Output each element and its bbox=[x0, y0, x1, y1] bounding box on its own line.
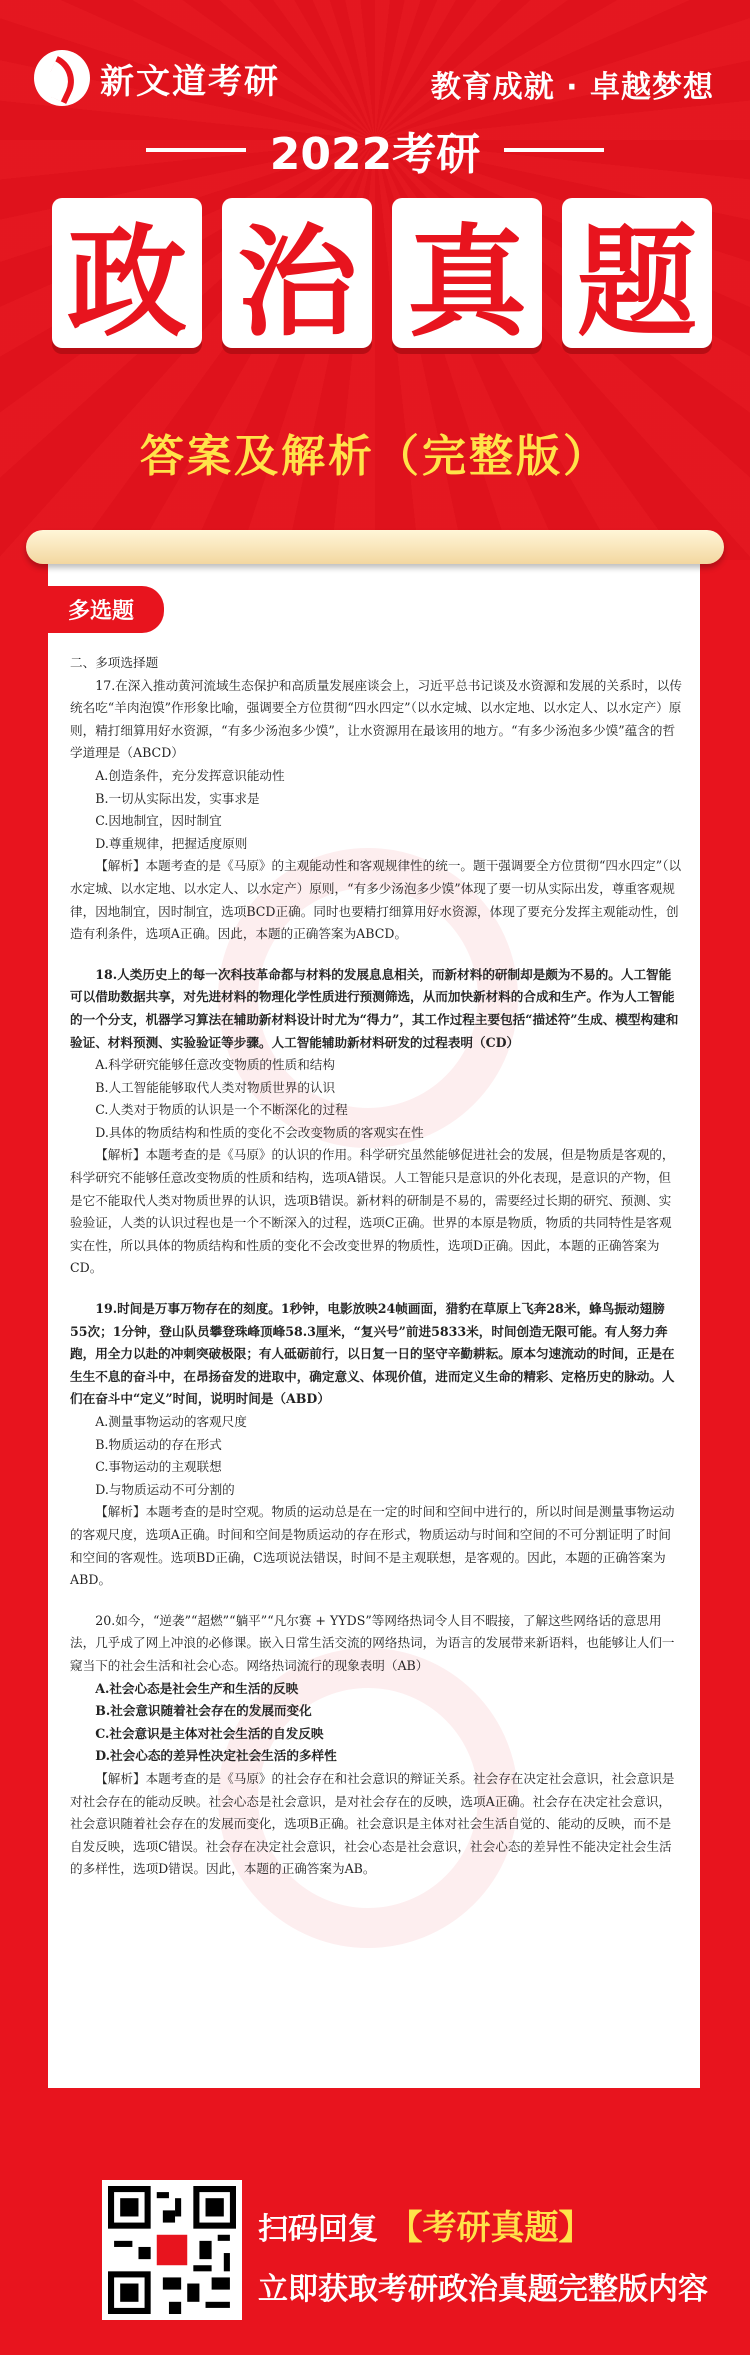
year-row bbox=[0, 118, 750, 182]
subtitle: 答案及解析（完整版） bbox=[140, 431, 610, 482]
question-17 bbox=[70, 675, 682, 946]
scroll-rod bbox=[26, 530, 724, 564]
brand-name: 新文道考研 bbox=[100, 61, 280, 102]
qr-code-icon[interactable] bbox=[102, 2180, 242, 2320]
header bbox=[0, 0, 750, 560]
footer-cta-keyword: 【考研真题】 bbox=[388, 2208, 593, 2248]
document-body bbox=[70, 652, 682, 1881]
option: A.创造条件，充分发挥意识能动性 bbox=[95, 767, 285, 783]
option: C.因地制宜，因时制宜 bbox=[95, 813, 222, 829]
option: C.人类对于物质的认识是一个不断深化的过程 bbox=[95, 1102, 348, 1118]
divider-left bbox=[146, 148, 246, 152]
divider-right bbox=[504, 148, 604, 152]
analysis: 【解析】本题考查的是《马原》的认识的作用。科学研究虽然能够促进社会的发展，但是物质是客观的，科学研究不能够任意改变物质的性质和结构，选项A错误。人工智能只是意识的外化表现，是意识的产物，但是它不能取代人类对物质世界的认识，选项B错误。新材料的研制是不易的，需要经过长期的研究、预测、实验验证，人类的认识过程也是一个不断深入的过程，选项C正确。世界的本原是物质，物质的共同特性是客观实在性，所以具体的物质结构和性质的变化不会改变世界的物质性，选项D正确。因此，本题的正确答案为CD。 bbox=[70, 1147, 675, 1276]
option: D.社会心态的差异性决定社会生活的多样性 bbox=[95, 1748, 337, 1764]
title-char-box: 真 bbox=[392, 198, 542, 348]
brand-logo bbox=[34, 50, 280, 106]
question-stem: 18.人类历史上的每一次科技革命都与材料的发展息息相关，而新材料的研制却是颇为不易的。人工智能可以借助数据共享，对先进材料的物理化学性质进行预测筛选，从而加快新材料的合成和生产。作为人工智能的一个分支，机器学习算法在辅助新材料设计时尤为“得力”，其工作过程主要包括“描述符”生成、模型构建和验证、材料预测、实验验证等步骤。人工智能辅助新材料研发的过程表明（CD） bbox=[70, 966, 679, 1050]
option: C.事物运动的主观联想 bbox=[95, 1459, 222, 1475]
footer bbox=[0, 2160, 750, 2355]
title-boxes bbox=[52, 198, 712, 353]
document-paper bbox=[48, 548, 700, 2088]
qr-code-pattern bbox=[108, 2186, 236, 2314]
footer-cta bbox=[258, 2200, 592, 2249]
option: B.物质运动的存在形式 bbox=[95, 1436, 222, 1452]
option: A.科学研究能够任意改变物质的性质和结构 bbox=[95, 1057, 335, 1073]
analysis: 【解析】本题考查的是《马原》的社会存在和社会意识的辩证关系。社会存在决定社会意识，社会意识是对社会存在的能动反映。社会心态是社会意识，是对社会存在的反映，选项A正确。社会存在决定社会意识，社会意识随着社会存在的发展而变化，选项B正确。社会意识是主体对社会生活自觉的、能动的反映，而不是自发反映，选项C错误。社会存在决定社会意识，社会心态是社会意识，社会心态的差异性不能决定社会生活的多样性，选项D错误。因此，本题的正确答案为AB。 bbox=[70, 1770, 675, 1877]
question-20 bbox=[70, 1610, 682, 1881]
title-char-box: 题 bbox=[562, 198, 712, 348]
year-label: 2022考研 bbox=[269, 129, 481, 180]
question-stem: 17.在深入推动黄河流域生态保护和高质量发展座谈会上，习近平总书记谈及水资源和发展的关系时，以传统名吃“羊肉泡馍”作形象比喻，强调要全方位贯彻“四水四定”（以水定城、以水定地、以水定人、以水定产）原则，精打细算用好水资源，“有多少汤泡多少馍”，让水资源用在最该用的地方。“有多少汤泡多少馍”蕴含的哲学道理是（ABCD） bbox=[70, 677, 682, 761]
question-19 bbox=[70, 1298, 682, 1592]
analysis: 【解析】本题考查的是《马原》的主观能动性和客观规律性的统一。题干强调要全方位贯彻“四水四定”（以水定城、以水定地、以水定人、以水定产）原则，“有多少汤泡多少馍”体现了要一切从实际出发，尊重客观规律，因地制宜，因时制宜，选项BCD正确。同时也要精打细算用好水资源，体现了要充分发挥主观能动性，创造有利条件，选项A正确。因此，本题的正确答案为ABCD。 bbox=[70, 858, 682, 942]
section-heading: 二、多项选择题 bbox=[70, 655, 159, 670]
option: B.一切从实际出发，实事求是 bbox=[95, 790, 260, 806]
title-char-box: 治 bbox=[222, 198, 372, 348]
title-char-box: 政 bbox=[52, 198, 202, 348]
question-stem: 19.时间是万事万物存在的刻度。1秒钟，电影放映24帧画面，猎豹在草原上飞奔28米，蜂鸟振动翅膀55次；1分钟，登山队员攀登珠峰顶峰58.3厘米，“复兴号”前进5833米，时间创造无限可能。有人努力奔跑，用全力以赴的冲刺突破极限；有人砥砺前行，以日复一日的坚守辛勤耕耘。原本匀速流动的时间，正是在生生不息的奋斗中，在昂扬奋发的进取中，确定意义、体现价值，进而定义生命的精彩、定格历史的脉动。人们在奋斗中“定义”时间，说明时间是（ABD） bbox=[70, 1301, 675, 1407]
option: B.社会意识随着社会存在的发展而变化 bbox=[95, 1703, 312, 1719]
question-18 bbox=[70, 964, 682, 1280]
option: D.与物质运动不可分割的 bbox=[95, 1481, 235, 1497]
phoenix-logo-icon bbox=[34, 50, 90, 106]
option: D.具体的物质结构和性质的变化不会改变物质的客观实在性 bbox=[95, 1124, 424, 1140]
slogan: 教育成就 · 卓越梦想 bbox=[430, 70, 714, 105]
option: C.社会意识是主体对社会生活的自发反映 bbox=[95, 1725, 324, 1741]
analysis: 【解析】本题考查的是时空观。物质的运动总是在一定的时间和空间中进行的，所以时间是测量事物运动的客观尺度，选项A正确。时间和空间是物质运动的存在形式，物质运动与时间和空间的不可分割证明了时间和空间的客观性。选项BD正确，C选项说法错误，时间不是主观联想，是客观的。因此，本题的正确答案为ABD。 bbox=[70, 1504, 675, 1588]
question-stem: 20.如今，“逆袭”“超燃”“躺平”“凡尔赛 + YYDS”等网络热词令人目不暇接，了解这些网络话的意思用法，几乎成了网上冲浪的必修课。嵌入日常生活交流的网络热词，为语言的发展带来新语料，也能够让人们一窥当下的社会生活和社会心态。网络热词流行的现象表明（AB） bbox=[70, 1612, 675, 1673]
option: B.人工智能能够取代人类对物质世界的认识 bbox=[95, 1079, 336, 1095]
footer-cta-detail: 立即获取考研政治真题完整版内容 bbox=[258, 2272, 708, 2307]
section-tag: 多选题 bbox=[48, 586, 164, 633]
footer-cta-prefix: 扫码回复 bbox=[258, 2212, 378, 2247]
option: A.测量事物运动的客观尺度 bbox=[95, 1414, 247, 1429]
option: A.社会心态是社会生产和生活的反映 bbox=[95, 1680, 299, 1696]
option: D.尊重规律，把握适度原则 bbox=[95, 835, 248, 851]
